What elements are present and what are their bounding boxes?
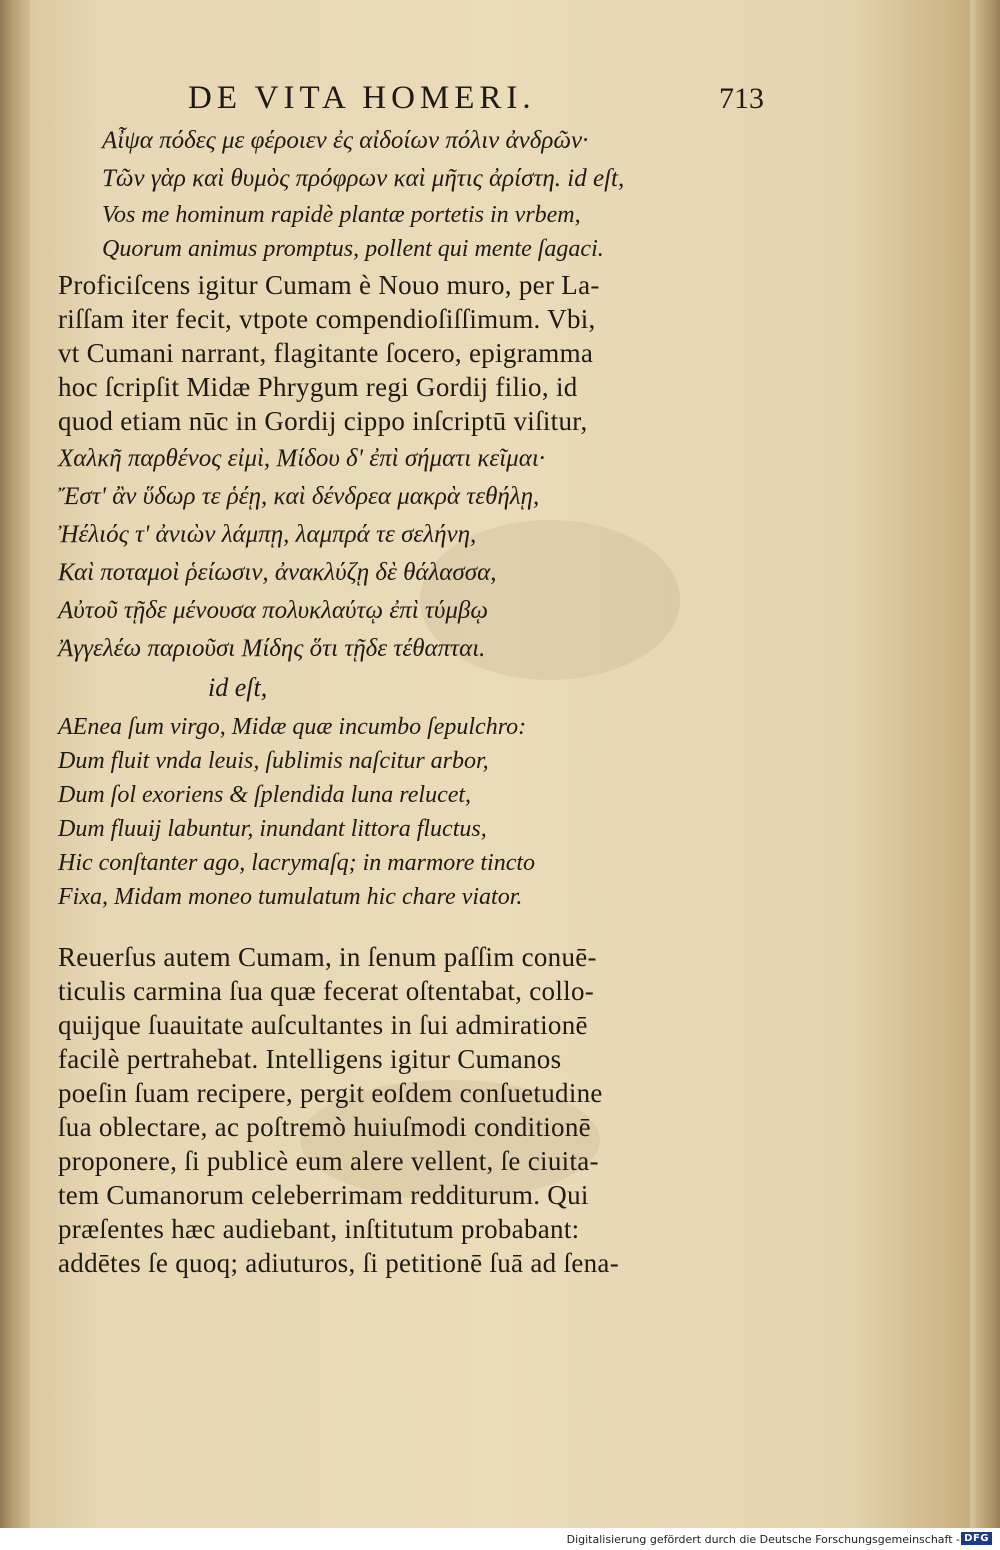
greek-line: Αὐτοῦ τῇδε μένουσα πολυκλαύτῳ ἐπὶ τύμβῳ bbox=[58, 597, 488, 624]
greek-line: Ἔστ' ἂν ὕδωρ τε ῥέῃ, καὶ δένδρεα μακρὰ τεθήλῃ, bbox=[58, 483, 540, 510]
text-page bbox=[58, 78, 774, 1280]
prose-line: poeſin ſuam recipere, pergit eoſdem conſuetudine bbox=[58, 1078, 603, 1108]
prose-line: facilè pertrahebat. Intelligens igitur Cumanos bbox=[58, 1044, 562, 1074]
book-gutter bbox=[0, 0, 30, 1528]
prose-line: Proficiſcens igitur Cumam è Nouo muro, per La- bbox=[58, 270, 600, 300]
prose-paragraph bbox=[58, 268, 774, 438]
greek-line: Τῶν γὰρ καὶ θυμὸς πρόφρων καὶ μῆτις ἀρίστη. id eſt, bbox=[102, 165, 625, 192]
greek-line: Αἶψα πόδες με φέροιεν ἐς αἰδοίων πόλιν ἀνδρῶν· bbox=[102, 127, 589, 154]
latin-verse-block bbox=[58, 198, 774, 266]
greek-verse-block bbox=[58, 122, 774, 198]
dfg-logo: DFG bbox=[961, 1532, 992, 1545]
greek-line: Χαλκῆ παρθένος εἰμὶ, Μίδου δ' ἐπὶ σήματι κεῖμαι· bbox=[58, 445, 546, 472]
greek-epigram-block bbox=[58, 440, 774, 668]
prose-line: ſua oblectare, ac poſtremò huiuſmodi conditionē bbox=[58, 1112, 591, 1142]
prose-line: ticulis carmina ſua quæ fecerat oſtentabat, collo- bbox=[58, 976, 595, 1006]
prose-line: Reuerſus autem Cumam, in ſenum paſſim conuē- bbox=[58, 942, 597, 972]
running-head-title: DE VITA HOMERI. bbox=[188, 80, 536, 116]
running-head bbox=[58, 78, 774, 122]
latin-verse-line: AEnea ſum virgo, Midæ quæ incumbo ſepulchro: bbox=[58, 714, 527, 740]
latin-verse-line: Vos me hominum rapidè plantæ portetis in vrbem, bbox=[102, 202, 581, 228]
greek-line: Καὶ ποταμοὶ ῥείωσιν, ἀνακλύζῃ δὲ θάλασσα, bbox=[58, 559, 497, 586]
prose-line: tem Cumanorum celeberrimam redditurum. Qui bbox=[58, 1180, 589, 1210]
greek-line: Ἠέλιός τ' ἀνιὼν λάμπῃ, λαμπρά τε σελήνη, bbox=[58, 521, 477, 548]
prose-line: vt Cumani narrant, flagitante ſocero, epigramma bbox=[58, 338, 594, 368]
digitization-footer bbox=[0, 1528, 1000, 1550]
latin-verse-line: Dum fluuij labuntur, inundant littora fluctus, bbox=[58, 816, 487, 842]
book-fore-edge bbox=[970, 0, 1000, 1528]
prose-line: hoc ſcripſit Midæ Phrygum regi Gordij filio, id bbox=[58, 372, 578, 402]
prose-line: præſentes hæc audiebant, inſtitutum probabant: bbox=[58, 1214, 580, 1244]
latin-verse-line: Dum fluit vnda leuis, ſublimis naſcitur arbor, bbox=[58, 748, 489, 774]
latin-epigram-block bbox=[58, 710, 774, 914]
greek-line: Ἀγγελέω παριοῦσι Μίδης ὅτι τῇδε τέθαπται. bbox=[58, 635, 486, 662]
prose-line: quod etiam nūc in Gordij cippo inſcriptū viſitur, bbox=[58, 406, 588, 436]
id-est-label: id eſt, bbox=[208, 673, 268, 702]
prose-line: addētes ſe quoq; adiuturos, ſi petitionē ſuā ad ſena- bbox=[58, 1248, 619, 1278]
latin-verse-line: Hic conſtanter ago, lacrymaſq; in marmore tincto bbox=[58, 850, 536, 876]
latin-verse-line: Quorum animus promptus, pollent qui mente ſagaci. bbox=[102, 236, 604, 262]
prose-line: quijque ſuauitate auſcultantes in ſui admirationē bbox=[58, 1010, 588, 1040]
prose-paragraph bbox=[58, 940, 774, 1280]
page-number: 713 bbox=[719, 82, 764, 115]
funding-credit: Digitalisierung gefördert durch die Deutsche Forschungsgemeinschaft - bbox=[566, 1533, 960, 1546]
prose-line: riſſam iter fecit, vtpote compendioſiſſimum. Vbi, bbox=[58, 304, 596, 334]
latin-verse-line: Dum ſol exoriens & ſplendida luna relucet, bbox=[58, 782, 472, 808]
prose-line: proponere, ſi publicè eum alere vellent, ſe ciuita- bbox=[58, 1146, 599, 1176]
latin-verse-line: Fixa, Midam moneo tumulatum hic chare viator. bbox=[58, 884, 523, 910]
